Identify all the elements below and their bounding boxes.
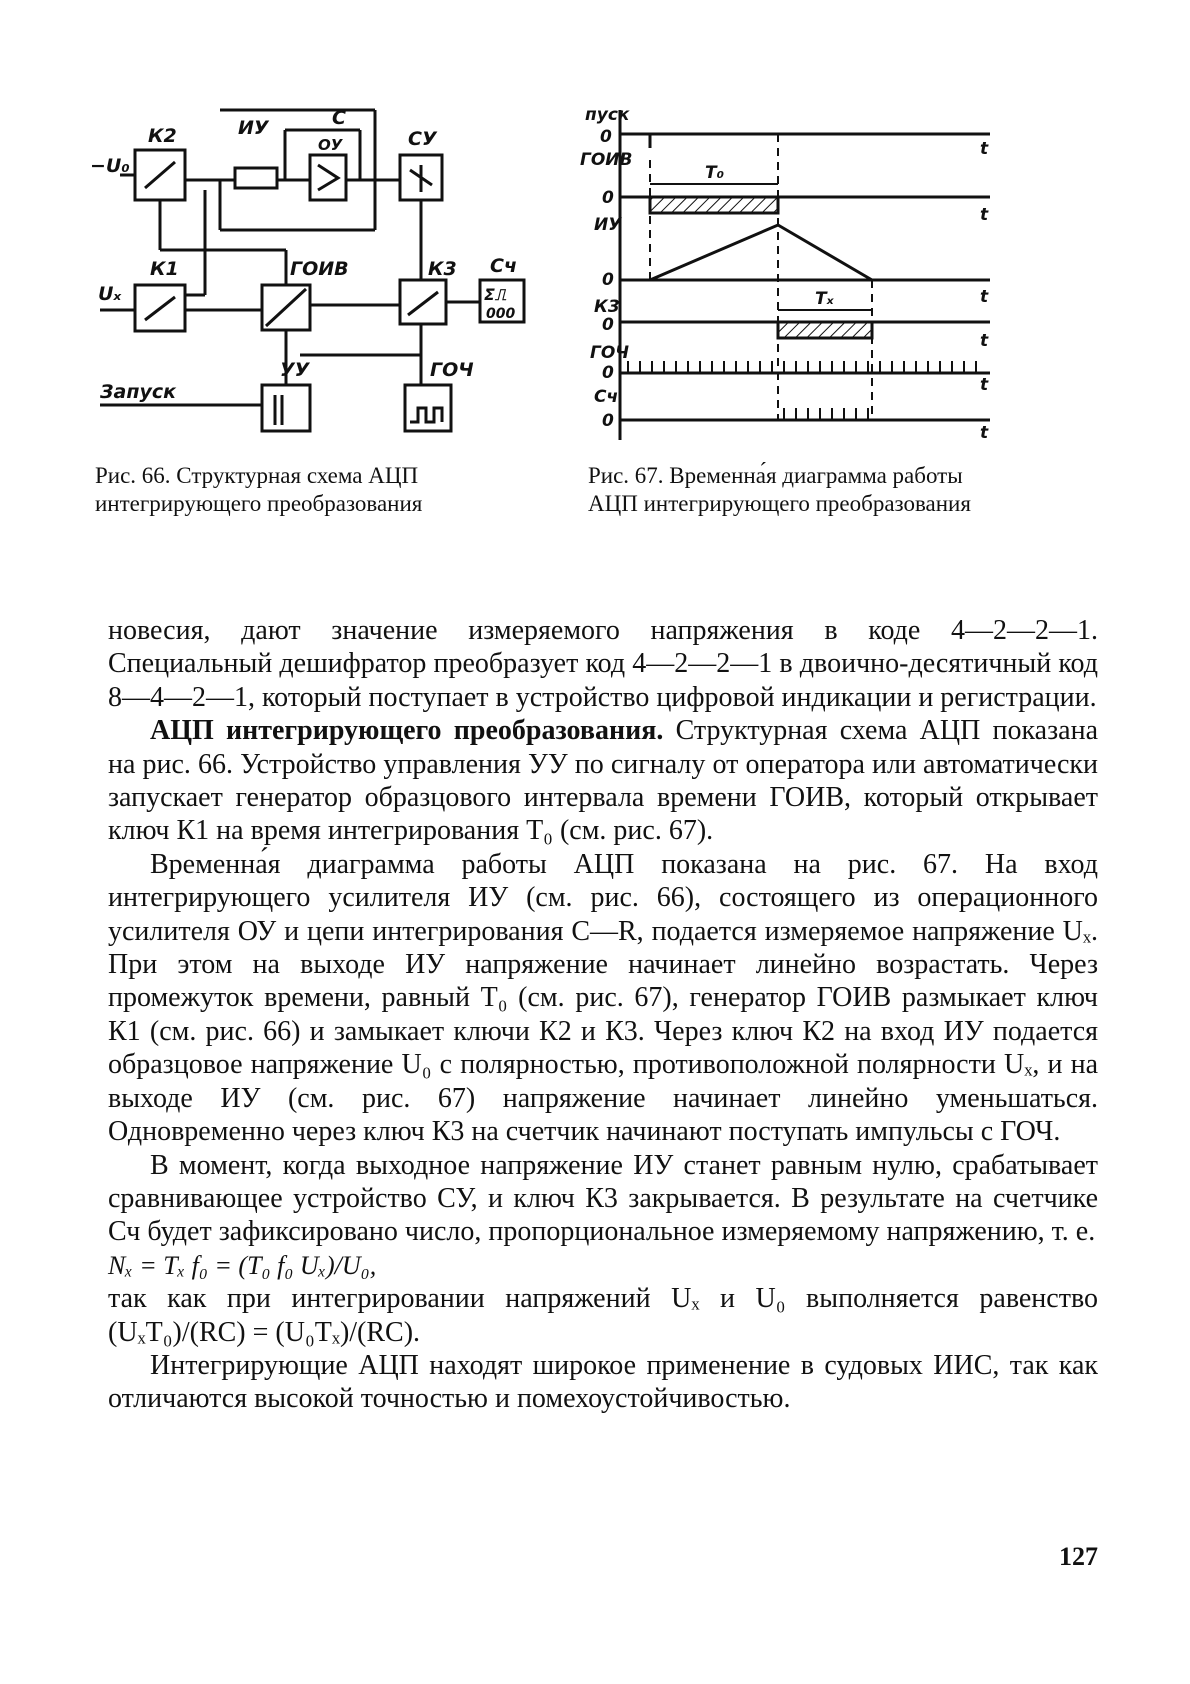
paragraph-4: В момент, когда выходное напряжение ИУ станет равным нулю, срабатывает сравнивающее устройство СУ, и ключ К3 закрывается. В результате на счетчике Сч будет зафиксировано число, пропорциональное измеряемому напряжению, т. е. [108,1149,1098,1248]
t-label: t [980,139,989,159]
zero-label: 0 [602,411,614,431]
zero-label: 0 [602,188,614,208]
ou-label: ОУ [318,136,343,154]
goch-label: ГОЧ [430,359,474,381]
k1-label: К1 [150,258,179,280]
counter-sigma: Σ⎍ [484,285,507,304]
paragraph-5: так как при интегрировании напряжений Uₓ и U₀ выполняется равенство (UₓT₀)/(RC) = (U₀Tₓ)/(RC). [108,1283,1098,1348]
pusk-label: пуск [585,105,630,125]
goiv-label: ГОИВ [290,258,349,280]
tx-label: Tₓ [815,289,834,309]
figure-67-timing-diagram [580,100,1010,450]
zero-label: 0 [602,270,614,290]
t-label: t [980,423,989,443]
t0-label: T₀ [705,163,725,183]
figure-66-caption: Рис. 66. Структурная схема АЦП интегрирующего преобразования [95,463,423,516]
sch-label: Сч [490,255,517,277]
k3-label: К3 [428,258,457,280]
zapusk-label: Запуск [100,381,176,403]
paragraph-2-text: Структурная схема АЦП показана на рис. 66. Устройство управления УУ по сигналу от оператора или автоматически запускает генератор образцового интервала времени ГОИВ, который открывает ключ К1 на время интегрирования T₀ (см. рис. 67). [108,715,1098,847]
goch-axis-label: ГОЧ [590,343,630,363]
zero-label: 0 [602,315,614,335]
page-number: 127 [1059,1542,1098,1571]
figure-66-diagram [90,100,550,450]
iu-label: ИУ [238,117,269,139]
k3-axis-label: К3 [594,297,620,317]
figure-67-caption: Рис. 67. Временна́я диаграмма работы АЦП интегрирующего преобразования [588,463,971,516]
u0-label: −U₀ [90,155,130,177]
zero-label: 0 [602,363,614,383]
sch-axis-label: Сч [594,387,619,407]
section-heading: АЦП интегрирующего преобразования. [150,715,664,747]
k2-label: К2 [148,125,177,147]
uu-label: УУ [280,359,310,381]
t-label: t [980,331,989,351]
t-label: t [980,205,989,225]
formula: Nₓ = Tₓ f₀ = (T₀ f₀ Uₓ)/U₀, [108,1250,377,1280]
t-label: t [980,287,989,307]
c-label: C [332,107,346,129]
paragraph-3: Временна́я диаграмма работы АЦП показана на рис. 67. На вход интегрирующего усилителя ИУ (см. рис. 66), состоящего из операционного усилителя ОУ и цепи интегрирования C—R, подается измеряемое напряжение Uₓ. При этом на выходе ИУ напряжение начинает линейно возрастать. Через промежуток времени, равный T₀ (см. рис. 67), генератор ГОИВ размыкает ключ К1 (см. рис. 66) и замыкает ключи К2 и К3. Через ключ К2 на вход ИУ подается образцовое напряжение U₀ с полярностью, противоположной полярности Uₓ, и на выходе ИУ (см. рис. 67) напряжение начинает линейно уменьшаться. Одновременно через ключ К3 на счетчик начинают поступать импульсы с ГОЧ. [108,848,1098,1148]
paragraph-6: Интегрирующие АЦП находят широкое применение в судовых ИИС, так как отличаются высокой точностью и помехоустойчивостью. [108,1349,1098,1415]
paragraph-1: новесия, дают значение измеряемого напряжения в коде 4—2—2—1. Специальный дешифратор преобразует код 4—2—2—1 в двоично-десятичный код 8—4—2—1, который поступает в устройство цифровой индикации и регистрации. [108,615,1098,713]
body-text [108,614,1098,1416]
iu-axis-label: ИУ [594,215,622,235]
paragraph-2 [108,714,1098,848]
counter-digits: 000 [486,306,516,322]
su-label: СУ [408,128,437,150]
zero-label: 0 [600,127,612,147]
goiv-axis-label: ГОИВ [580,150,633,170]
ux-label: Uₓ [98,283,122,305]
t-label: t [980,375,989,395]
